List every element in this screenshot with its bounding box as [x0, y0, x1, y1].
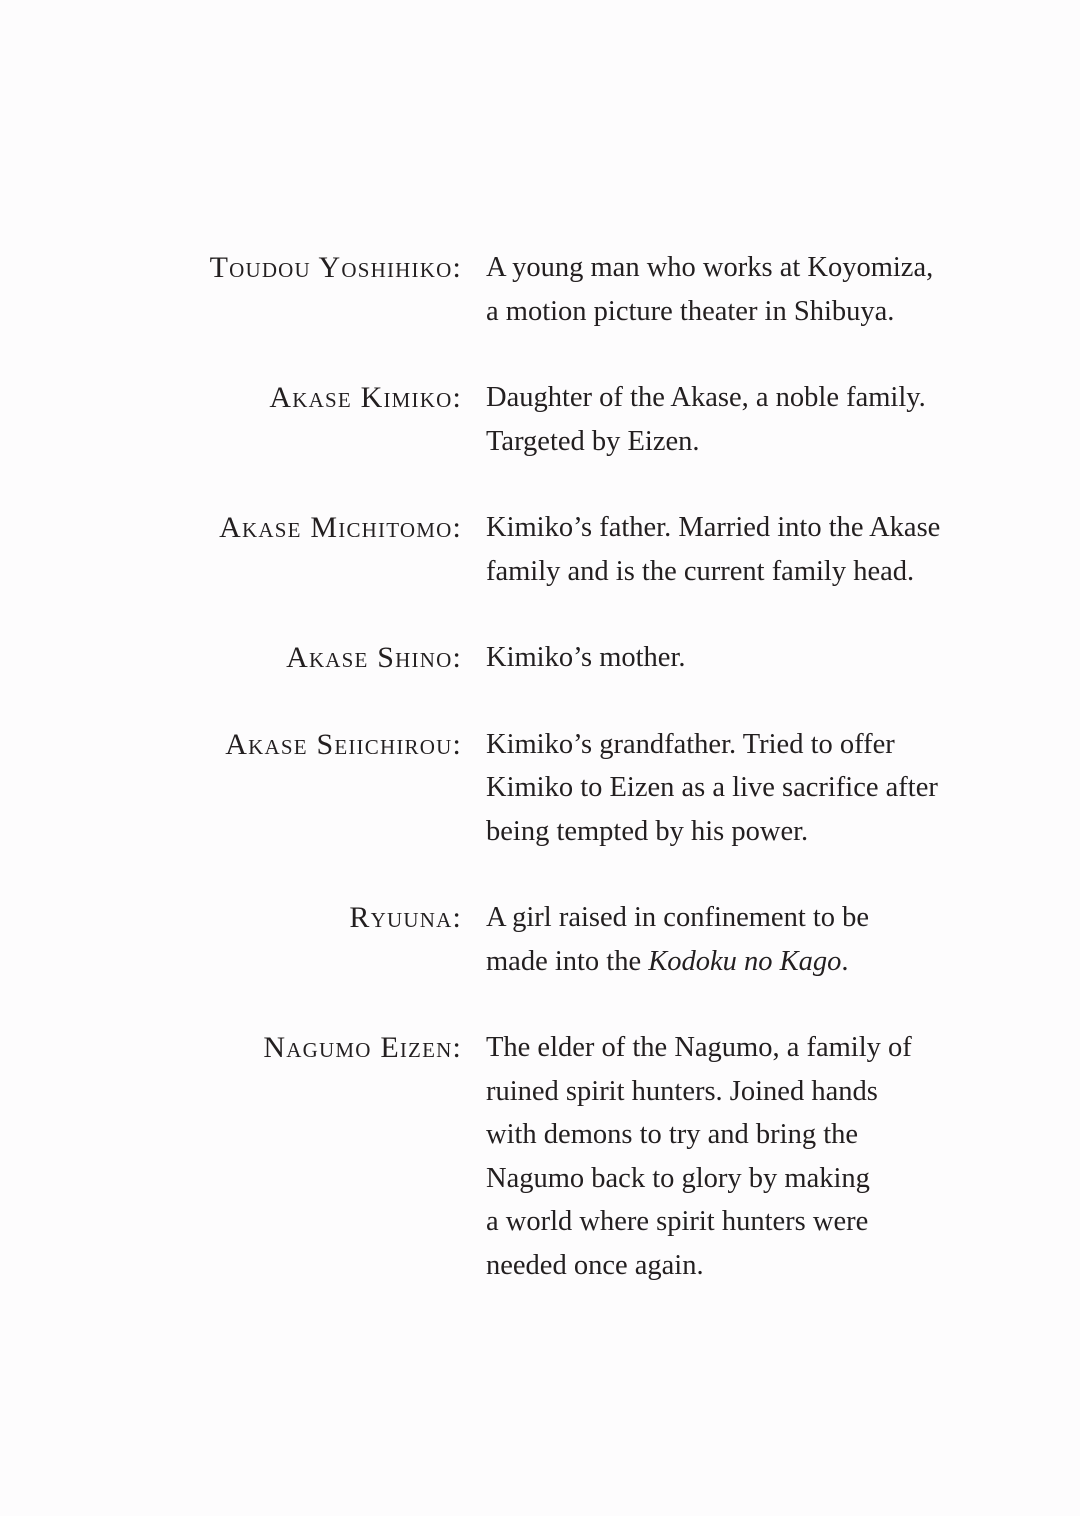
description-line: ruined spirit hunters. Joined hands [486, 1075, 878, 1107]
character-description [486, 636, 956, 680]
description-text: . [841, 945, 849, 977]
description-line: Kimiko’s father. Married into the Akase [486, 512, 941, 543]
description-line: Kimiko to Eizen as a live sacrifice after [486, 772, 938, 803]
character-entry-nagumo-eizen [0, 1026, 1080, 1287]
character-name: Nagumo Eizen: [263, 1031, 462, 1064]
character-description [486, 1026, 956, 1287]
character-entry-akase-kimiko [0, 376, 1080, 463]
description-line: needed once again. [486, 1249, 704, 1281]
character-list [0, 246, 1080, 1330]
description-line: Kimiko’s mother. [486, 642, 686, 673]
character-name: Akase Seiichirou: [225, 727, 462, 761]
character-description [486, 506, 956, 593]
description-line: A girl raised in confinement to be [486, 902, 870, 933]
character-description [486, 376, 956, 463]
description-line: a world where spirit hunters were [486, 1206, 869, 1237]
description-line [486, 940, 956, 984]
description-line: Targeted by Eizen. [486, 425, 700, 457]
description-line: Daughter of the Akase, a noble family. [486, 382, 926, 413]
description-line: a motion picture theater in Shibuya. [486, 295, 895, 327]
description-line: Kimiko’s grandfather. Tried to offer [486, 728, 895, 760]
character-name: Akase Shino: [286, 641, 462, 674]
italic-title: Kodoku no Kago [648, 945, 842, 977]
character-entry-ryuuna [0, 896, 1080, 983]
description-line: Nagumo back to glory by making [486, 1162, 870, 1194]
character-entry-akase-seiichirou [0, 723, 1080, 854]
description-line: with demons to try and bring the [486, 1119, 859, 1150]
description-text: made into the [486, 945, 649, 977]
description-line: The elder of the Nagumo, a family of [486, 1032, 912, 1063]
character-description [486, 896, 956, 983]
description-line: A young man who works at Koyomiza, [486, 252, 934, 283]
description-line: family and is the current family head. [486, 555, 915, 587]
character-entry-akase-michitomo [0, 506, 1080, 593]
character-entry-toudou-yoshihiko [0, 246, 1080, 333]
description-line: being tempted by his power. [486, 815, 809, 847]
character-name: Ryuuna: [349, 901, 462, 934]
character-name: Akase Michitomo: [219, 511, 462, 544]
character-entry-akase-shino [0, 636, 1080, 680]
character-description [486, 246, 956, 333]
character-description [486, 723, 956, 854]
character-name: Akase Kimiko: [269, 381, 462, 414]
character-name: Toudou Yoshihiko: [209, 251, 462, 284]
